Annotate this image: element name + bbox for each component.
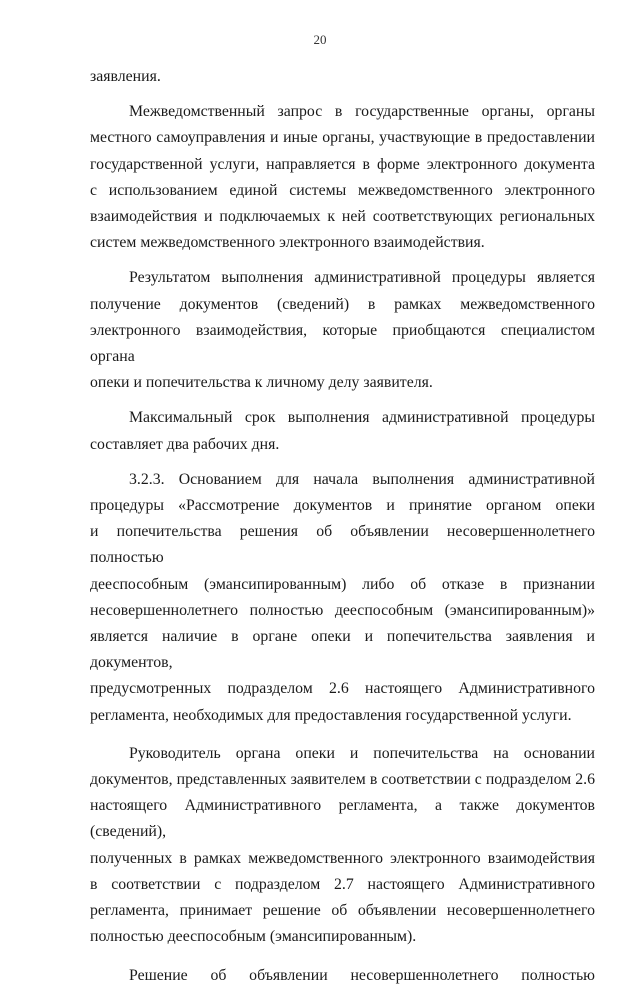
paragraph-line bbox=[90, 519, 595, 571]
text-line: Максимальный срок выполнения административной процедуры bbox=[129, 409, 595, 427]
paragraph-line bbox=[90, 703, 595, 729]
text-line: Руководитель органа опеки и попечительства на основании bbox=[129, 744, 595, 762]
paragraph-line bbox=[90, 924, 595, 950]
text-line: в соответствии с подразделом 2.7 настоящего Административного bbox=[90, 875, 595, 893]
text-line: электронного взаимодействия, которые приобщаются специалистом органа bbox=[90, 321, 595, 366]
text-line: с использованием единой системы межведомственного электронного bbox=[90, 181, 595, 199]
text-line: предусмотренных подразделом 2.6 настоящего Административного bbox=[90, 680, 595, 698]
paragraph-line bbox=[90, 793, 595, 845]
paragraph-line bbox=[90, 572, 595, 598]
paragraph-continuation bbox=[90, 64, 595, 90]
paragraph-line bbox=[90, 898, 595, 924]
text-line: процедуры «Рассмотрение документов и принятие органом опеки bbox=[90, 497, 595, 515]
text-line: получение документов (сведений) в рамках межведомственного bbox=[90, 295, 595, 313]
text-line: полностью дееспособным (эмансипированным). bbox=[90, 928, 417, 946]
paragraph-line bbox=[90, 125, 595, 151]
paragraph-head-decision-line bbox=[90, 741, 595, 767]
text-line: регламента, принимает решение об объявлении несовершеннолетнего bbox=[90, 902, 595, 920]
text-line: составляет два рабочих дня. bbox=[90, 435, 280, 453]
text-line: 3.2.3. Основанием для начала выполнения административной bbox=[129, 470, 595, 488]
paragraph-line bbox=[90, 292, 595, 318]
text-line: государственной услуги, направляется в форме электронного документа bbox=[90, 155, 595, 173]
text-line: регламента, необходимых для предоставления государственной услуги. bbox=[90, 706, 572, 724]
text-line: несовершеннолетнего полностью дееспособным (эмансипированным)» bbox=[90, 601, 595, 619]
paragraph-section-3-2-3-line bbox=[90, 467, 595, 493]
paragraph-line bbox=[90, 204, 595, 230]
paragraph-line bbox=[90, 152, 595, 178]
text-line: Межведомственный запрос в государственные органы, органы bbox=[129, 103, 595, 121]
paragraph-line bbox=[90, 230, 595, 256]
paragraph-line bbox=[90, 676, 595, 702]
paragraph-max-term-line bbox=[90, 405, 595, 431]
page-number: 20 bbox=[313, 32, 327, 47]
paragraph-line bbox=[90, 624, 595, 676]
text-line: местного самоуправления и иные органы, участвующие в предоставлении bbox=[90, 129, 595, 147]
paragraph-line bbox=[90, 767, 595, 793]
paragraph-line bbox=[90, 370, 595, 396]
text-line: дееспособным (эмансипированным) либо об отказе в признании bbox=[90, 575, 595, 593]
paragraph-line bbox=[90, 493, 595, 519]
text-line: Результатом выполнения административной процедуры является bbox=[129, 269, 595, 287]
paragraph-interdepartmental-request-line bbox=[90, 99, 595, 125]
paragraph-line bbox=[90, 178, 595, 204]
text-line: опеки и попечительства к личному делу заявителя. bbox=[90, 374, 433, 392]
text-line: взаимодействия и подключаемых к ней соответствующих региональных bbox=[90, 208, 595, 226]
text-line: настоящего Административного регламента, а также документов (сведений), bbox=[90, 797, 595, 841]
paragraph-result-line bbox=[90, 265, 595, 291]
text-line: является наличие в органе опеки и попечительства заявления и документов, bbox=[90, 628, 595, 672]
text-line: Решение об объявлении несовершеннолетнего полностью bbox=[129, 966, 595, 984]
text-line: полученных в рамках межведомственного электронного взаимодействия bbox=[90, 849, 595, 867]
document-body bbox=[90, 64, 595, 989]
paragraph-line bbox=[90, 846, 595, 872]
paragraph-line bbox=[90, 318, 595, 370]
text-line: документов, представленных заявителем в соответствии с подразделом 2.6 bbox=[90, 771, 595, 789]
paragraph-line bbox=[90, 598, 595, 624]
text-line: систем межведомственного электронного взаимодействия. bbox=[90, 234, 485, 252]
text-line: заявления. bbox=[90, 68, 161, 85]
paragraph-line bbox=[90, 432, 595, 458]
paragraph-line bbox=[90, 872, 595, 898]
text-line: и попечительства решения об объявлении несовершеннолетнего полностью bbox=[90, 523, 595, 567]
paragraph-decision-line bbox=[90, 963, 595, 989]
